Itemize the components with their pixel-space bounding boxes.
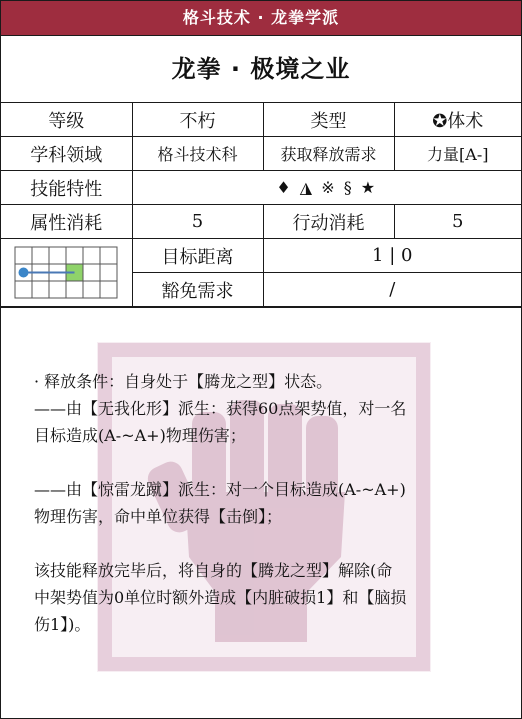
school-header: 格斗技术 · 龙拳学派 [1, 1, 521, 35]
traits-label: 技能特性 [1, 171, 132, 205]
range-grid-cell [83, 281, 100, 298]
derive-line-1b: 目标造成(A-~A+)物理伤害； [34, 426, 246, 445]
stats-row-traits [1, 171, 521, 205]
range-grid-cell [66, 247, 83, 264]
immunity-value: / [263, 273, 521, 307]
range-grid-cell [15, 247, 32, 264]
release-condition: · 释放条件：自身处于【腾龙之型】状态。 [34, 372, 333, 391]
range-grid-cell [83, 264, 100, 281]
derive-line-2b: 物理伤害，命中单位获得【击倒】； [34, 507, 283, 526]
derive-line-2a: ——由【惊雷龙蹴】派生：对一个目标造成(A-~A+) [34, 480, 406, 499]
skill-title: 龙拳 · 极境之业 [1, 35, 521, 103]
description-text [34, 368, 504, 638]
derive-line-1a: ——由【无我化形】派生：获得60点架势值，对一名 [34, 399, 407, 418]
range-diagram [1, 239, 132, 307]
range-grid-cell [100, 281, 117, 298]
range-grid-cell [100, 247, 117, 264]
aftermath-line-3: 伤1】)。 [34, 615, 91, 634]
stats-row-field [1, 137, 521, 171]
action-cost-value: 5 [394, 205, 521, 239]
range-grid-cell [15, 281, 32, 298]
requirement-value: 力量[A-] [394, 137, 521, 171]
attribute-cost-value: 5 [132, 205, 263, 239]
description-panel [1, 307, 521, 716]
stats-row-level [1, 103, 521, 137]
range-grid-cell [49, 247, 66, 264]
type-value: ✪体术 [394, 103, 521, 137]
traits-value: ♦ ◮ ※ § ★ [132, 171, 521, 205]
field-label: 学科领域 [1, 137, 132, 171]
immunity-label: 豁免需求 [132, 273, 263, 307]
range-value: 1 | 0 [263, 239, 521, 273]
type-label: 类型 [263, 103, 394, 137]
attribute-cost-label: 属性消耗 [1, 205, 132, 239]
range-label: 目标距离 [132, 239, 263, 273]
stats-table [1, 103, 521, 307]
range-grid-icon [14, 246, 118, 300]
aftermath-line-1: 该技能释放完毕后，将自身的【腾龙之型】解除(命 [34, 561, 393, 580]
aftermath-line-2: 中架势值为0单位时额外造成【内脏破损1】和【脑损 [34, 588, 407, 607]
requirement-label: 获取释放需求 [263, 137, 394, 171]
range-grid-cell [32, 281, 49, 298]
range-grid-cell [100, 264, 117, 281]
stats-row-cost [1, 205, 521, 239]
field-value: 格斗技术科 [132, 137, 263, 171]
range-grid-cell [83, 247, 100, 264]
stats-row-range [1, 239, 521, 273]
action-cost-label: 行动消耗 [263, 205, 394, 239]
level-value: 不朽 [132, 103, 263, 137]
range-origin-dot [19, 267, 29, 277]
range-grid-cell [49, 281, 66, 298]
range-grid-cell [66, 281, 83, 298]
range-grid-cell [32, 247, 49, 264]
level-label: 等级 [1, 103, 132, 137]
